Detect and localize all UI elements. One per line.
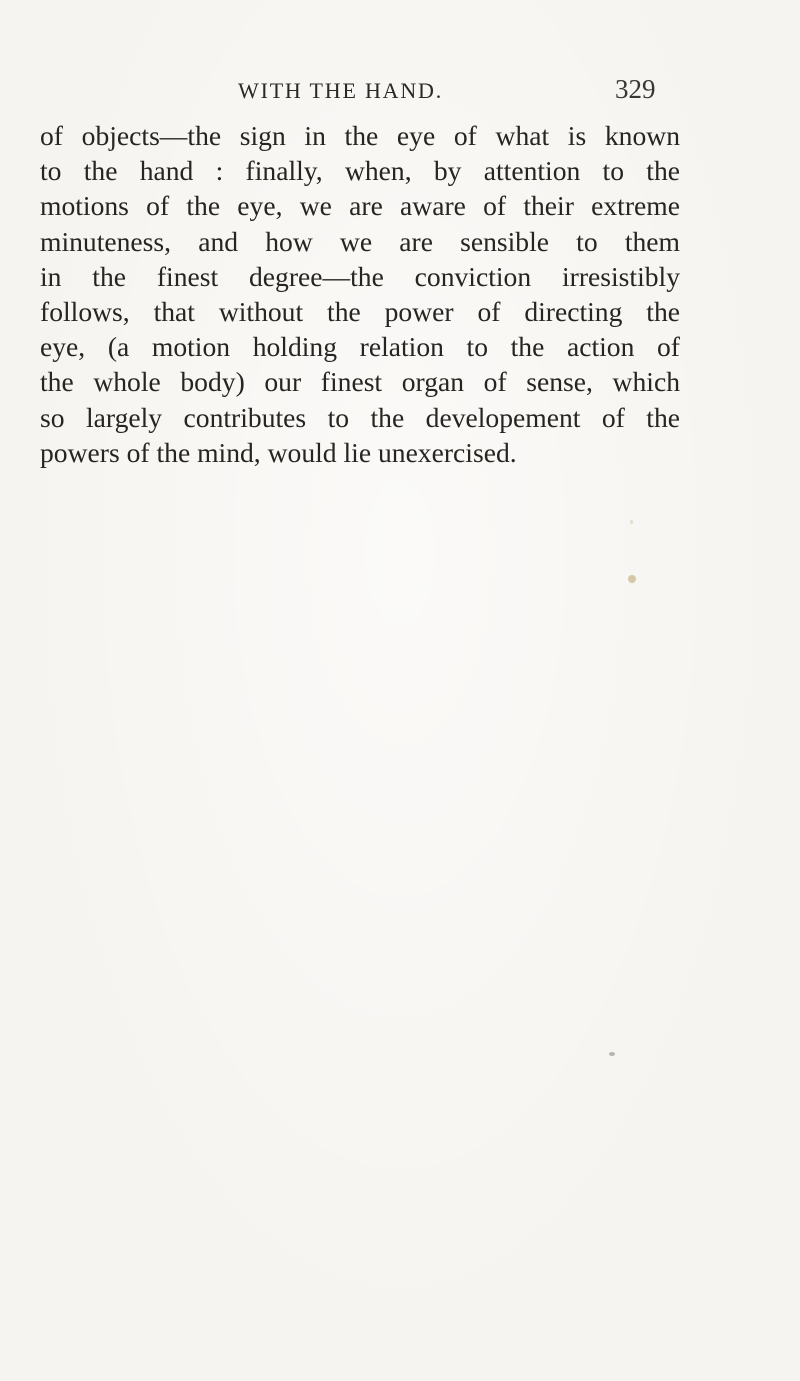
- text-line-2: to the hand : finally, when, by attention to the: [40, 155, 680, 187]
- text-line-4: minuteness, and how we are sensible to them: [40, 225, 680, 257]
- body-paragraph: [40, 118, 680, 470]
- paper-speck: [609, 1052, 615, 1056]
- text-line-8: the whole body) our finest organ of sense, which: [40, 366, 680, 398]
- text-line-10: powers of the mind, would lie unexercised.: [40, 436, 517, 468]
- text-line-3: motions of the eye, we are aware of their extreme: [40, 190, 680, 222]
- paper-speck: [628, 575, 636, 583]
- text-line-1: of objects—the sign in the eye of what is known: [40, 120, 680, 151]
- text-line-5: in the finest degree—the conviction irresistibly: [40, 260, 680, 292]
- text-line-6: follows, that without the power of directing the: [40, 296, 680, 328]
- running-head: WITH THE HAND.: [238, 78, 444, 103]
- text-line-9: so largely contributes to the developement of the: [40, 401, 680, 433]
- page-number: 329: [615, 74, 656, 104]
- paper-speck: [630, 520, 633, 524]
- text-line-7: eye, (a motion holding relation to the action of: [40, 331, 680, 363]
